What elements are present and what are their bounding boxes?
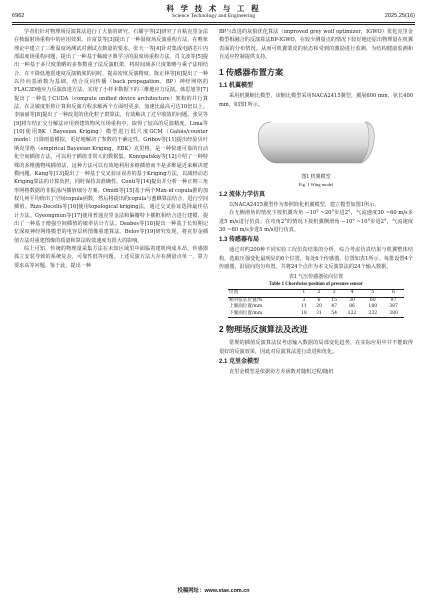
- table-cell: 20: [316, 304, 322, 310]
- subsection-heading: 1.2 流体力学仿真: [219, 192, 266, 199]
- table-cell: 54: [327, 311, 342, 318]
- table-cell: 相对弦长位置/%: [229, 297, 263, 303]
- submission-url: 投稿网址：www.stae.com.cn: [177, 588, 250, 594]
- body-paragraph: BP与改进的灰狼优化算法（improved grey wolf optimizer，IGWO）优化克里金模型相融合的反演算法BP-IGWO，在较少测量点的情况下较好地还原出物理量在机翼表面的分布情况。从而可机翼蒙皮的状态和受到的激励进行监测，为结构健康监测和自适应控制提供支持。: [219, 29, 413, 61]
- table-cell: 下翼面位置/mm: [228, 311, 296, 318]
- table-cell: 上翼面位置/mm: [229, 304, 263, 310]
- table-cell: 122: [342, 311, 363, 318]
- table-cell: 380: [383, 311, 404, 318]
- body-paragraph: 常规的插值反演算法仅考虑输入数据的局部变化趋势，在实际应用中并不能取得很好的反演效果，因此对反演算法进行改进和优化。: [219, 340, 413, 355]
- table-cell: 97: [390, 297, 397, 303]
- table-cell: 18: [296, 311, 311, 318]
- table-cell: 6: [317, 297, 321, 303]
- table-caption-cn: 表1 气压传感器弦向位置: [288, 274, 344, 281]
- table-cell: 31: [311, 311, 326, 318]
- table-cell: 60: [369, 297, 376, 303]
- body-paragraph: 综上可知，传统的物理量采集方法在未知区域里中面临着建机网成本昂，传感器孤立安装导致的系统复杂，可靠性低等问题。上述反演方法大存在测量点单一，算力要求高等问题。鉴于此，提出一种: [14, 245, 208, 269]
- left-column: [14, 28, 208, 270]
- table-cell: 180: [368, 304, 378, 310]
- header-rule-thin: [12, 24, 415, 25]
- body-paragraph: 在无侧滑角的情况下按机翼攻角 −10° ~20°步进2°，气流速度30 ~60 m/s步进5 m/s进行仿真；在攻角2°的情况下按机翼侧滑角 −10° ~10°步进2°，气流速度30 ~60 m/s步进5 m/s进行仿真。: [219, 210, 413, 234]
- volume-issue: 2025,25(16): [384, 13, 415, 19]
- page-number: 6962: [12, 13, 25, 19]
- figure-wing-model: [219, 112, 413, 174]
- table-header-cell: 1: [296, 290, 311, 298]
- table-cell: 86: [349, 304, 355, 310]
- table-header-cell: 位置: [228, 290, 296, 298]
- table-cell: 30: [349, 297, 355, 303]
- wing-model-image: [219, 112, 413, 174]
- table-header-cell: 6: [383, 290, 404, 298]
- right-column: [219, 28, 413, 377]
- section-heading: 2 物理场反演算法及改进: [219, 325, 308, 335]
- table-cell: 232: [362, 311, 383, 318]
- journal-name-en: Science Technology and Engineering: [171, 13, 256, 19]
- body-paragraph: 采用机翼缩比模型，该缩比模型采用NACA2415翼型，翼展600 mm，弦长400 mm，如图1所示。: [219, 93, 413, 108]
- table-caption-en: Table 1 Chordwise position of pressure sensor: [269, 282, 363, 288]
- sensor-position-table: [228, 289, 404, 318]
- body-paragraph: 学者们针对物理场反演算法进行了大量的研究。石耀宇等[2]研究了自粘克里金法在核辐射场重构中的应用效果。许富景等[3]提出了一种温度场反演重构方法，在唯象理论中建立了三维温度场测试对测试点数量的要求。张天一等[4]针对集成电路芯片内部温度场重构问题，提出了一种基于稀疏字典学习的温度场重构方法。肖文波等[5]提出一种基于多尺度策略的多参数重子法反演框架，将时间域多尺度策略与乘子法相结合，在不降低地震速度反演精度的同时，提高密度反演精度。陈正林等[6]提出了一种以径向基函数为基础，结合反向传播（back propagation，BP）神经网络的FLAC3D地应力反演改进方法，实现了小样本数据下的三维地应力反演。韩思旭等[7]提出了一种基于CUDA（compute unified device architecture）架构的并行算法，在灵敏度矩阵计算和反演方程求解两个方面时更多，加速比最高可达10倍以上。李丽丽等[8]提出了一种改进的优化粒子群算法，有效解决了过早收敛的问题。张昊等[9]将车结正交分解法应用到建筑物风压场重构中，取得了较高的反演精度。Lima等[10]使用BK（Bayesian Kriging）模型进行低尺度GCM（Galois/counter mode）日降雨量模拟，更好地解决了参数的不确定性。Gribov等[11]提出经验贝叶斯克里格（empirical Bayesian Kriging，EBK）克里格，是一种快速可靠的自动化空间插值方法，可以用于插值非常大的数据集。Konopatskiy等[12]介绍了一种特殊的多维抛物线插值法，这种方法可以有效地利用多维插值而不是多维逼近来解决建模问题。Kang等[13]提出了一种基于交叉验证误差的基于Kriging方法，以减轻动态Kriging算法的计算负担，同时保持其准确性。Conti等[14]提出并分析一种正则三角形网格数据的非振荡内插值细分方案。Omidi等[15]基于两个Max-id copula推的加权几何平均值出了空间copula函数，然后将提出的copula与蜜蜂算法结合，进行空间插值。Rizo-Decelis等[16]使用topological kriging法，通过交叉验证选择最佳估计方法。Gyeongmun等[17]使用普通克里金法和偏瓣特卡插框相结合进行建模，提出了一种基于增强空间插值的敏率估计方法。Deabes等[18]提出一种基于长短期记忆深度神经网络模型的电容层析图像重建算法。Belov等[19]研究发现，将克里金插值方法对重建图像的质量和算法收敛速度有很大的影响。: [14, 29, 208, 244]
- subsection-heading: 2.1 克里金模型: [219, 359, 260, 366]
- table-cell: 387: [389, 304, 398, 310]
- wing-surface: [258, 122, 374, 163]
- table-row: [228, 311, 404, 318]
- figure-caption-en: Fig. 1 Wing model: [298, 182, 334, 188]
- figure-caption-cn: 图1 机翼模型: [301, 174, 331, 181]
- table-header-row: [228, 290, 404, 298]
- table-cell: 11: [300, 304, 307, 310]
- body-paragraph: 以NACA2415翼型作为参照简化机翼模型，建立模型如图1所示。: [229, 202, 380, 209]
- section-heading: 1 传感器布置方案: [219, 68, 284, 78]
- table-cell: 47: [331, 304, 338, 310]
- table-cell: 3: [302, 297, 306, 303]
- table-header-cell: 2: [311, 290, 326, 298]
- subsection-heading: 1.3 传感器布局: [219, 237, 260, 244]
- body-paragraph: 克里金模型是依据协方差函数对随机过程/随机: [229, 369, 334, 376]
- table-header-cell: 3: [327, 290, 342, 298]
- table-header-cell: 4: [342, 290, 363, 298]
- journal-title: 科 学 技 术 与 工 程: [166, 4, 261, 13]
- subsection-heading: 1.1 机翼模型: [219, 83, 254, 90]
- running-header: [12, 13, 415, 22]
- table-header-cell: 5: [362, 290, 383, 298]
- table-cell: 15: [331, 297, 338, 303]
- body-paragraph: 通过对约200种不同实验工况仿真结果的分析，综合考虑仿真结果与机翼整体结构，选取压强变化最明显的6个位置，每处6个传感器，位置如表1所示。每排设置4个传感器，沿展向均匀布置。共将24个点作为本文反演算法的24个输入数据。: [219, 247, 413, 271]
